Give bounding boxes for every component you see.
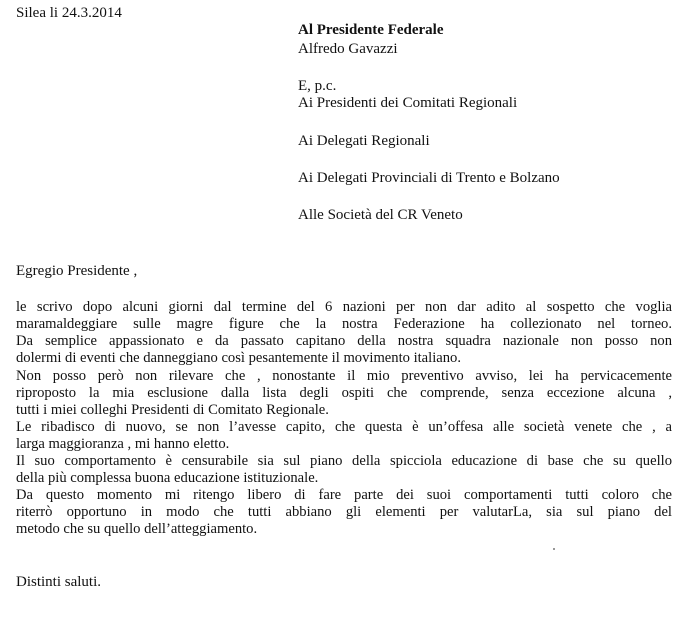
paragraph-line: Non posso però non rilevare che , nonostante il mio preventivo avviso, lei ha pervicacemente	[16, 368, 672, 384]
salutation: Egregio Presidente ,	[16, 263, 138, 279]
cc-recipient-1: Ai Presidenti dei Comitati Regionali	[298, 95, 518, 111]
closing: Distinti saluti.	[16, 574, 102, 590]
paragraph-line: Le ribadisco di nuovo, se non l’avesse capito, che questa è un’offesa alle società venete che , a	[16, 419, 672, 435]
paragraph-1	[16, 299, 672, 367]
paragraph-line: le scrivo dopo alcuni giorni dal termine del 6 nazioni per non dar adito al sospetto che voglia	[16, 299, 672, 315]
paragraph-line: dolermi di eventi che danneggiano così pesantemente il movimento italiano.	[16, 350, 461, 366]
recipient-name: Alfredo Gavazzi	[298, 41, 398, 57]
paragraph-line: larga maggioranza , mi hanno eletto.	[16, 436, 230, 452]
cc-recipient-4: Alle Società del CR Veneto	[298, 207, 463, 223]
paragraph-line: metodo che su quello dell’atteggiamento.	[16, 521, 258, 537]
cc-label: E, p.c.	[298, 78, 337, 94]
paragraph-4	[16, 453, 672, 487]
paragraph-line: Da questo momento mi ritengo libero di fare parte dei suoi comportamenti tutti coloro che	[16, 487, 672, 503]
scan-speck	[553, 548, 555, 550]
paragraph-5	[16, 487, 672, 538]
recipient-title: Al Presidente Federale	[298, 22, 444, 38]
paragraph-line: Il suo comportamento è censurabile sia sul piano della spicciola educazione di base che su quello	[16, 453, 672, 469]
paragraph-line: della più complessa buona educazione istituzionale.	[16, 470, 319, 486]
paragraph-3	[16, 419, 672, 453]
paragraph-line: Da semplice appassionato e da passato capitano della nostra squadra nazionale non posso non	[16, 333, 672, 349]
paragraph-line: riterrò opportuno in modo che tutti abbiano gli elementi per valutarLa, sia sul piano del	[16, 504, 672, 520]
cc-recipient-2: Ai Delegati Regionali	[298, 133, 430, 149]
paragraph-line: tutti i miei colleghi Presidenti di Comitato Regionale.	[16, 402, 329, 418]
paragraph-line: riproposto la mia esclusione dalla lista degli ospiti che comprende, senza eccezione alcuna ,	[16, 385, 672, 401]
place-date: Silea li 24.3.2014	[16, 5, 122, 21]
paragraph-2	[16, 368, 672, 419]
cc-recipient-3: Ai Delegati Provinciali di Trento e Bolzano	[298, 170, 560, 186]
paragraph-line: maramaldeggiare sulle magre figure che la nostra Federazione ha collezionato nel torneo.	[16, 316, 672, 332]
